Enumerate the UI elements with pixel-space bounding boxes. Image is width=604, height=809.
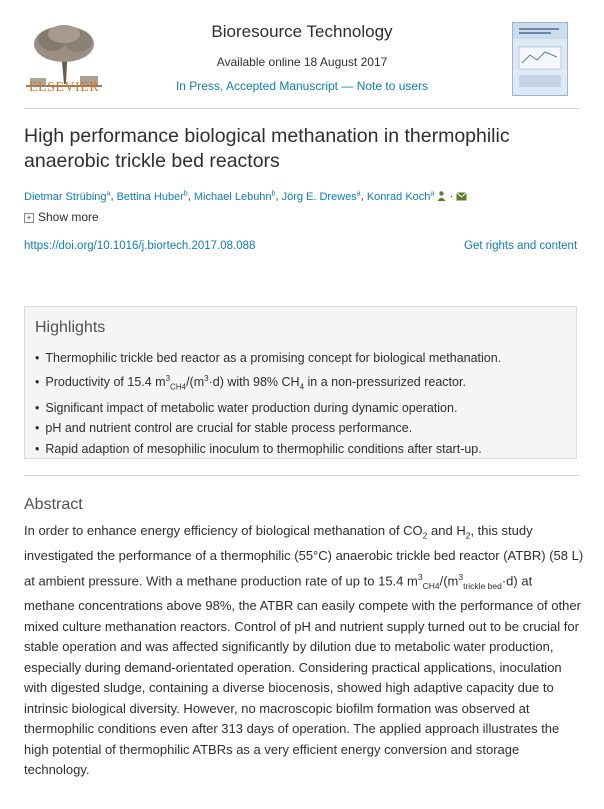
- highlight-item: • Thermophilic trickle bed reactor as a promising concept for biological methanation.: [35, 348, 501, 369]
- abstract-body: In order to enhance energy efficiency of biological methanation of $CO_2$ and $H_2$, this study investigated the performance of a thermophilic (55°C) anaerobic trickle bed reactor (ATBR) (58 L) at ambient pressure. With a methane production rate of up to 15.4 $m^3_{CH4}/(m^3_{trickle bed}\cdot d)$ at methane concentrations above 98%, the ATBR can easily compete with the performance of other mixed culture methanation reactors. Control of pH and nutrient supply turned out to be crucial for stable operation and was affected significantly by dilution due to metabolic water production, especially during demand-orientated operation. Considering practical applications, inoculation with digested sludge, containing a diverse biocenosis, showed high adaptive capacity due to intrinsic biological diversity. However, no macroscopic biofilm formation was observed at thermophilic conditions even after 313 days of operation. The applied approach illustrates the high potential of thermophilic ATBRs as a very efficient energy conversion and storage technology.: [24, 523, 584, 778]
- journal-info: [120, 22, 484, 93]
- available-online: Available online 18 August 2017: [216, 55, 388, 69]
- highlights-heading: Highlights: [35, 319, 106, 336]
- doi-link[interactable]: https://doi.org/10.1016/j.biortech.2017.08.088: [24, 240, 256, 252]
- author-link[interactable]: Konrad Koch$^a$: [366, 190, 435, 203]
- in-press-separator: —: [338, 79, 357, 93]
- journal-cover-icon[interactable]: [512, 22, 568, 96]
- article-title: High performance biological methanation in thermophilic anaerobic trickle bed reactors: [24, 125, 510, 172]
- author-link[interactable]: Dietmar Strübing$^a$: [24, 190, 111, 203]
- author-link[interactable]: Michael Lebuhn$^b$: [193, 190, 276, 203]
- in-press-link[interactable]: In Press, Accepted Manuscript: [175, 79, 339, 93]
- plus-icon: +: [24, 213, 34, 223]
- mail-icon[interactable]: [456, 192, 467, 201]
- elsevier-wordmark: ELSEVIER: [28, 80, 100, 95]
- journal-header: [0, 0, 604, 108]
- in-press-line: [120, 79, 484, 93]
- highlight-item: • Significant impact of metabolic water production during dynamic operation.: [35, 398, 501, 419]
- header-divider: [24, 108, 580, 109]
- journal-title-link[interactable]: Bioresource Technology: [211, 22, 393, 41]
- show-more-toggle[interactable]: [24, 210, 99, 224]
- author-link[interactable]: Jörg E. Drewes$^a$: [281, 190, 361, 203]
- note-to-users-link[interactable]: Note to users: [356, 79, 429, 93]
- highlight-item: • Productivity of 15.4 $m^3_{CH4}/(m^3\cdot d)$ with 98% $CH_4$ in a non-pressurized reactor.: [35, 369, 501, 398]
- highlights-list: [35, 348, 501, 459]
- abstract-divider: [24, 475, 580, 476]
- author-link[interactable]: Bettina Huber$^b$: [116, 190, 188, 203]
- highlights-box: [24, 306, 577, 459]
- get-rights-link[interactable]: Get rights and content: [464, 240, 578, 252]
- author-list: Dietmar Strübing$^a$, Bettina Huber$^b$, Michael Lebuhn$^b$, Jörg E. Drewes$^a$, Konrad Koch$^a$ ·: [24, 190, 584, 203]
- highlight-item: • Rapid adaption of mesophilic inoculum to thermophilic conditions after start-up.: [35, 439, 501, 460]
- highlight-item: • pH and nutrient control are crucial for stable process performance.: [35, 418, 501, 439]
- show-more-label: Show more: [38, 210, 99, 224]
- abstract-heading: Abstract: [24, 496, 83, 513]
